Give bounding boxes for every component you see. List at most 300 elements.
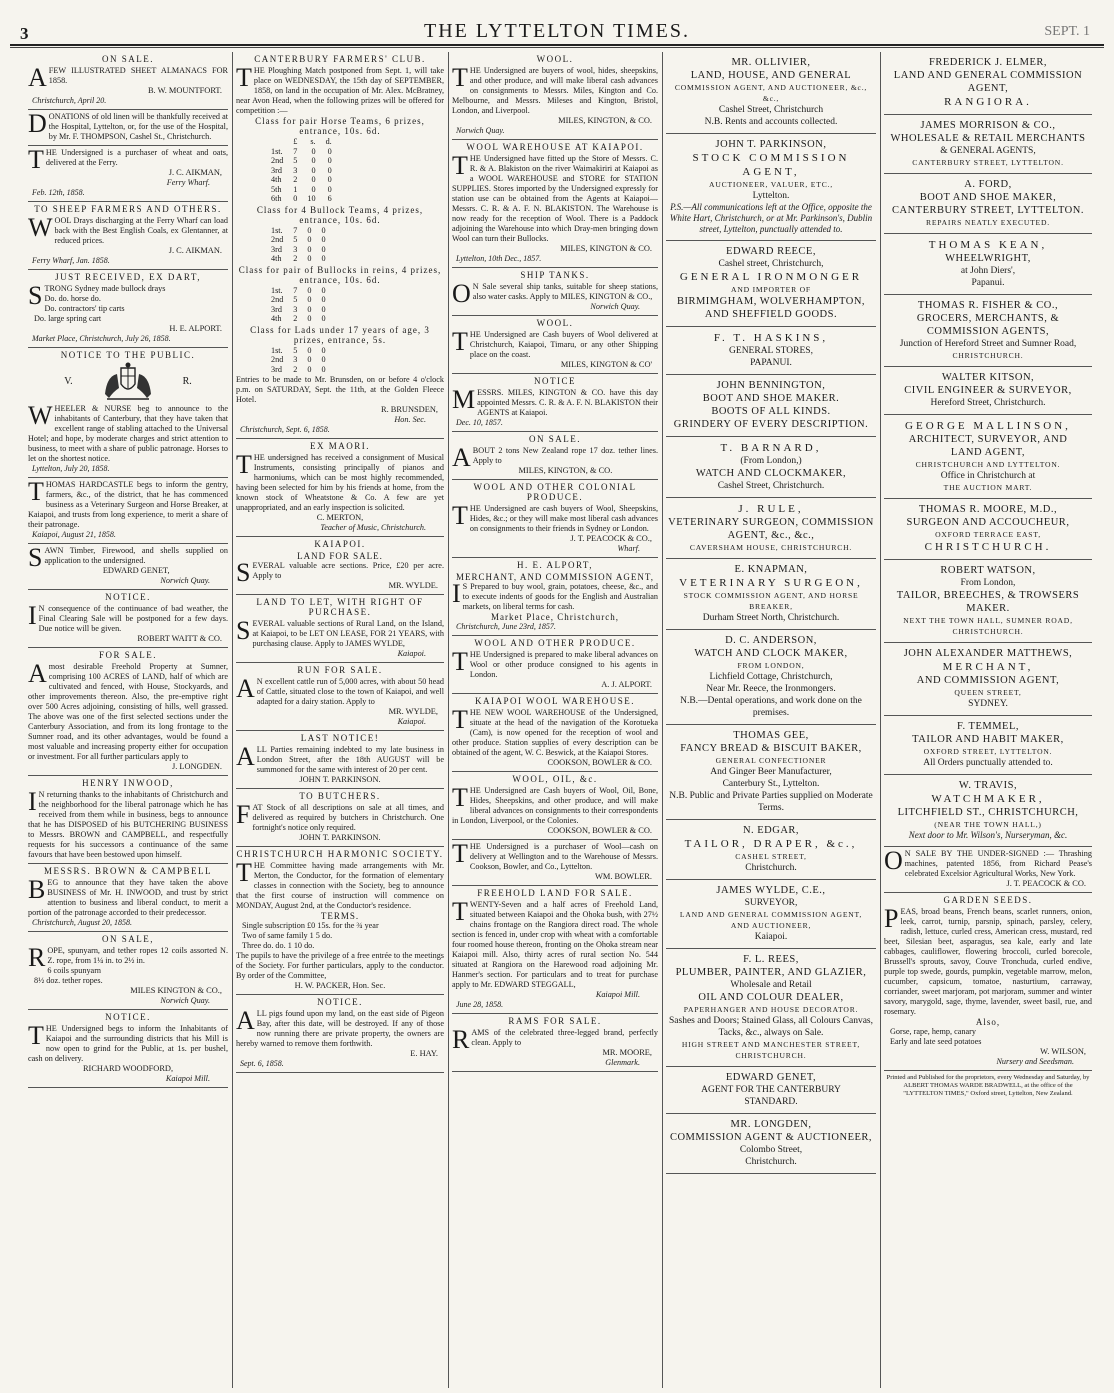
drop-capital: T	[28, 1021, 44, 1050]
business-card	[884, 367, 1092, 415]
card-line: LAND AND GENERAL COMMISSION AGENT,	[679, 910, 863, 919]
ad-line: Three do. do. 1 10 do.	[242, 941, 315, 950]
advertisement	[452, 374, 658, 432]
ad-dateline: Christchurch, August 20, 1858.	[32, 918, 133, 927]
business-card	[666, 1114, 876, 1174]
card-line: CHRISTCHURCH.	[924, 541, 1052, 553]
card-line: All Orders punctually attended to.	[923, 758, 1053, 768]
prize-cell: 5th	[271, 184, 282, 194]
business-card	[884, 560, 1092, 643]
ad-body	[236, 800, 444, 833]
drop-capital: T	[28, 145, 44, 174]
ad-subheading: Market Place, Christchurch,	[491, 612, 619, 622]
ad-signature: MILES KINGTON & CO.,	[130, 986, 222, 995]
card-line: REPAIRS NEATLY EXECUTED.	[926, 218, 1050, 227]
card-line: MERCHANT,	[942, 661, 1034, 673]
ad-text: ONATIONS of old linen will be thankfully received at the Hospital, Lyttelton, or, for the use of the Hospital, by Mr. F. THOMPSON, Cashel St., Christchurch.	[48, 112, 228, 141]
drop-capital: T	[28, 477, 44, 506]
ad-subheading: MERCHANT, AND COMMISSION AGENT,	[456, 572, 654, 582]
ad-body	[28, 213, 228, 246]
card-line: And Ginger Beer Manufacturer,	[710, 767, 832, 777]
ad-text: FEW ILLUSTRATED SHEET ALMANACS FOR 1858.	[48, 66, 228, 85]
ad-line: Do. do. horse do.	[44, 294, 101, 303]
ad-body	[452, 327, 658, 360]
ad-heading: CHRISTCHURCH HARMONIC SOCIETY.	[236, 849, 444, 859]
prize-cell: 0	[321, 314, 326, 323]
printer-imprint: Printed and Published for the proprietors, every Wednesday and Saturday, by ALBERT THOMAS WARDE BRADWELL, at the office of the "LYTTELTON TIMES," Oxford street, Lyttelton, New Zealand.	[886, 1074, 1090, 1097]
ad-body	[28, 401, 228, 464]
card-line: MR. LONGDEN,	[730, 1119, 812, 1130]
ad-text: HE Undersigned are buyers of wool, hides, sheepskins, and other produce, and will make liberal cash advances on consignments to Messrs. Miles, Kington and Co. Melbourne, and Messrs. Mileses and Kington, Bristol, London, and Liverpool.	[452, 66, 658, 115]
prize-cell: 0	[307, 285, 312, 295]
ad-text: The pupils to have the privilege of a free entrée to the meetings of the Society. For further particulars, apply to the conductor. By order of the Committee,	[236, 951, 444, 980]
card-line: N.B. Rents and accounts collected.	[704, 117, 838, 127]
prize-cell: 0	[311, 175, 316, 184]
card-line: WHOLESALE & RETAIL MERCHANTS	[890, 133, 1086, 144]
prize-header-cell	[266, 137, 288, 147]
card-line: GRINDERY OF EVERY DESCRIPTION.	[673, 419, 869, 430]
ad-text: HE Undersigned have fitted up the Store of Messrs. C. R. & A. Blakiston on the river Waimakiriri at Kaiapoi as a WOOL WAREHOUSE and STORE for STATION SUPPLIES. Stores imported by the Undersigned expressly for station use can be obtained from the Agents at Kaiapoi—Messrs. C. R. & A. F. N. BLAKISTON. The Warehouse is now ready for the reception of Wool. There is a Paddock adjoining the Warehouse into which Dray-men bringing down Wool can turn their Bullocks.	[452, 154, 658, 243]
ad-text: HE Ploughing Match postponed from Sept. 1, will take place on WEDNESDAY, the 15th day of SEPTEMBER, 1858, on land in the occupation of Mr. Alex. McBratney, near Avon Head, when the following prizes will be offered for competition :—	[236, 66, 444, 115]
prize-cell: 0	[321, 285, 326, 295]
drop-capital: I	[28, 787, 37, 816]
card-line: SURGEON AND ACCOUCHEUR,	[906, 517, 1070, 528]
card-line: at John Diers',	[960, 266, 1016, 276]
card-line: CAVERSHAM HOUSE, CHRISTCHURCH.	[689, 543, 853, 552]
business-card	[666, 498, 876, 559]
prize-cell: 5	[293, 156, 298, 165]
prize-cell: 2	[293, 314, 298, 323]
card-line: GENERAL IRONMONGER	[679, 271, 863, 283]
card-line: BIRMIMGHAM, WOLVERHAMPTON,	[676, 296, 866, 307]
business-card	[666, 1067, 876, 1114]
ad-signature: MR. MOORE,	[602, 1048, 652, 1057]
ad-text: OPE, spunyarn, and tether ropes 12 coils assorted N. Z. rope, from 1¼ in. to 2½ in.	[47, 946, 228, 965]
card-line: F. L. REES,	[743, 954, 799, 965]
ad-signature: J. T. PEACOCK & CO.	[1006, 879, 1086, 888]
ad-text: most desirable Freehold Property at Sumner, comprising 100 ACRES of LAND, half of which are cultivated and fenced, with House, Stockyards, and other improvements thereon. Also, the pre-emptive right over 500 Acres adjoining, consisting of hills, well grassed. The above was one of the first selected sections under the Canterbury Association, and from its long frontage to the Sumner road, and its other advantages, would be found a most valuable and increasing property either for occupation or investment. For all further particulars apply to	[28, 662, 228, 761]
column-5	[884, 52, 1092, 1388]
ad-signature-place: Kaiapoi Mill.	[595, 990, 640, 999]
drop-capital: I	[452, 579, 461, 608]
prize-cell: 0	[307, 304, 312, 314]
prize-cell: 0	[311, 165, 316, 175]
drop-capital: S	[236, 558, 251, 587]
ad-text: N consequence of the continuance of bad weather, the Final Clearing Sale will be postponed for a few days. Due notice will be given.	[38, 604, 228, 633]
ad-text: N returning thanks to the inhabitants of Christchurch and the neighborhood for the liberal patronage which he has received from them while in business, begs to announce that he has DISPOSED of his BUTCHERING BUSINESS to Messrs. BROWN and CAMPBELL, and respectfully requests for his successors a continuance of the same favours that have been bestowed upon himself.	[28, 790, 228, 859]
card-line: WHEELWRIGHT,	[945, 253, 1031, 264]
advertisement	[452, 636, 658, 694]
advertisement	[452, 558, 658, 636]
card-line: AND IMPORTER OF	[731, 285, 811, 294]
card-line: AGENT FOR THE CANTERBURY	[701, 1085, 841, 1095]
ad-heading: HENRY INWOOD,	[82, 778, 174, 788]
drop-capital: W	[28, 401, 53, 430]
column-4	[666, 52, 876, 1388]
drop-capital: I	[28, 601, 37, 630]
advertisement	[28, 776, 228, 864]
table-row	[266, 185, 337, 195]
business-card	[884, 643, 1092, 716]
advertisement	[236, 663, 444, 731]
ad-body	[452, 63, 658, 116]
ad-dateline: Christchurch, Sept. 6, 1858.	[240, 425, 330, 434]
ad-body	[452, 897, 658, 990]
business-card	[884, 295, 1092, 367]
ad-body	[28, 601, 228, 634]
prize-table	[266, 346, 331, 375]
ad-heading: WOOL AND OTHER PRODUCE.	[474, 638, 636, 648]
prize-cell: 0	[307, 345, 312, 355]
business-card	[666, 880, 876, 949]
ad-text: EVERAL valuable acre sections. Price, £20 per acre. Apply to	[252, 561, 444, 580]
masthead	[10, 18, 1104, 46]
drop-capital: T	[452, 839, 468, 868]
card-line: JOHN T. PARKINSON,	[715, 139, 827, 150]
ad-body	[452, 839, 658, 872]
card-line: LAND AGENT,	[950, 447, 1026, 458]
advertisement	[236, 847, 444, 995]
ad-heading: JUST RECEIVED, EX DART,	[55, 272, 201, 282]
column-2	[236, 52, 444, 1388]
ad-signature: C. MERTON,	[316, 513, 364, 522]
card-line: Cashel street, Christchurch,	[718, 259, 824, 269]
prize-table	[266, 286, 331, 324]
drop-capital: O	[884, 846, 903, 875]
ad-body	[884, 846, 1092, 879]
drop-capital: T	[452, 63, 468, 92]
table-row	[266, 245, 331, 255]
drop-capital: A	[28, 659, 47, 688]
advertisement	[28, 544, 228, 590]
prize-cell: 1	[293, 184, 298, 194]
prize-cell: 0	[327, 156, 332, 165]
ad-signature: MILES, KINGTON & CO.	[560, 244, 652, 253]
drop-capital: R	[28, 943, 46, 972]
prize-cell: 0	[293, 194, 298, 203]
prize-cell: 0	[311, 156, 316, 165]
advertisement	[452, 140, 658, 268]
advertisement	[452, 1014, 658, 1072]
drop-capital: T	[452, 897, 468, 926]
ad-signature: W. WILSON,	[1040, 1047, 1086, 1056]
ad-text: HE undersigned has received a consignment of Musical Instruments, consisting principally of pianos and harmoniums, which can be most highly recommended, having been selected for him by his friends at home, from the known stock of Wheatstone & Co. A few are yet unappropriated, and an early inspection is solicited.	[236, 453, 444, 512]
card-line: THOMAS R. MOORE, M.D.,	[918, 504, 1058, 515]
ad-text: EG to announce that they have taken the above BUSINESS of Mr. H. INWOOD, and trust by strict attention to business and liberal conduct, to merit a portion of the patronage accorded to their predecessor.	[28, 878, 228, 917]
drop-capital: S	[28, 543, 43, 572]
ad-signature-place: Teacher of Music, Christchurch.	[320, 523, 426, 532]
advertisement	[28, 202, 228, 270]
prize-cell: 7	[293, 146, 298, 156]
ad-signature: MILES, KINGTON & CO'	[560, 360, 652, 369]
card-line: Cashel Street, Christchurch	[718, 105, 824, 115]
card-line: RANGIORA.	[944, 96, 1032, 108]
ad-body	[452, 151, 658, 244]
advertisement	[452, 772, 658, 840]
drop-capital: D	[28, 109, 47, 138]
advertisement	[236, 439, 444, 537]
ad-text: Entries to be made to Mr. Brunsden, on or before 4 o'clock p.m. on SATURDAY, Sept. the 11th, at the Golden Fleece Hotel.	[236, 375, 444, 404]
prize-cell: 3rd	[271, 165, 282, 175]
prize-cell: 3rd	[271, 304, 282, 314]
business-card	[884, 174, 1092, 234]
ad-text: BOUT 2 tons New Zealand rope 17 doz. tether lines. Apply to	[472, 446, 658, 465]
drop-capital: T	[452, 327, 468, 356]
advertisement	[236, 52, 444, 439]
ad-dateline: Kaiapoi, August 21, 1858.	[32, 530, 116, 539]
ad-body	[28, 875, 228, 918]
prize-cell: 3	[293, 355, 298, 364]
prize-cell: 0	[307, 235, 312, 244]
card-line: THOMAS R. FISHER & CO.,	[917, 300, 1059, 311]
prize-cell: 3rd	[271, 244, 282, 254]
advertisement	[28, 52, 228, 110]
ad-signature: A. J. ALPORT.	[601, 680, 652, 689]
business-card	[666, 559, 876, 630]
card-line: Junction of Hereford Street and Sumner Road,	[899, 339, 1077, 349]
card-line: Lyttelton.	[752, 191, 790, 201]
ad-text: HE Committee having made arrangements with Mr. Merton, the Conductor, for the formation of elementary classes in connection with the Society, beg to announce that the first course of instruction will commence on MONDAY, August 2nd, at the Conductor's residence.	[236, 861, 444, 910]
prize-cell: 2	[293, 364, 298, 374]
ad-heading: FOR SALE.	[98, 650, 157, 660]
table-row	[266, 355, 331, 365]
prize-cell: 2nd	[271, 156, 284, 165]
ad-signature: ROBERT WAITT & CO.	[137, 634, 222, 643]
prize-cell: 0	[321, 295, 326, 304]
drop-capital: A	[236, 742, 255, 771]
card-line: BOOT AND SHOE MAKER,	[919, 192, 1057, 203]
advertisement	[28, 932, 228, 1010]
card-line: TAILOR AND HABIT MAKER,	[912, 734, 1064, 745]
ad-line: Do. contractors' tip carts	[44, 304, 125, 313]
ad-dateline: June 28, 1858.	[456, 1000, 504, 1009]
ad-text: WENTY-Seven and a half acres of Freehold Land, situated between Kaiapoi and the Ohoka bush, with 27½ chains frontage on the Rangiora direct road. The whole section is fenced in, under crop with wheat with a comfortable four roomed house thereon, fronting on the Ohoka stream near Kaiapoi mill. Also, thirty acres of rural section No. 544 situated at Rangiora on the Harewood road adjoining Mr. Hanmer's section. For particulars and to treat for purchase apply to Mr. EDWARD STEGGALL,	[452, 900, 658, 989]
ad-signature-place: Nursery and Seedsman.	[996, 1057, 1074, 1066]
issue-date: SEPT. 1	[1044, 24, 1090, 39]
prize-cell: 5	[293, 235, 298, 244]
card-line: TAILOR, BREECHES, & TROWSERS MAKER.	[896, 590, 1080, 614]
prize-table	[266, 137, 337, 204]
ad-heading: NOTICE.	[317, 997, 363, 1007]
ad-heading: LAND TO LET, WITH RIGHT OF PURCHASE.	[256, 597, 424, 617]
card-line: TAILOR, DRAPER, &c.,	[684, 838, 858, 850]
prize-cell: 0	[307, 225, 312, 235]
ad-line: Do. large spring cart	[34, 314, 102, 323]
ad-heading: FREEHOLD LAND FOR SALE.	[477, 888, 633, 898]
drop-capital: A	[236, 674, 255, 703]
card-line: CHRISTCHURCH AND LYTTELTON.	[915, 460, 1061, 469]
ad-text: AWN Timber, Firewood, and shells supplied on application to the undersigned.	[44, 546, 228, 565]
card-line: F. T. HASKINS,	[713, 332, 829, 344]
ad-body	[884, 904, 1092, 1017]
drop-capital: T	[452, 151, 468, 180]
ad-body	[236, 858, 444, 911]
prize-cell: 0	[321, 345, 326, 355]
prize-cell: 4th	[271, 254, 282, 263]
ad-dateline: Feb. 12th, 1858.	[32, 188, 85, 197]
card-line: Christchurch.	[745, 1157, 797, 1167]
prize-header-cell: £	[293, 137, 298, 146]
prize-cell: 0	[327, 175, 332, 184]
ad-text: LL Parties remaining indebted to my late business in London Street, after the 18th AUGUST will be summoned for the same with interest of 20 per cent.	[256, 745, 444, 774]
card-line: COMMISSION AGENT & AUCTIONEER,	[669, 1132, 873, 1143]
ad-heading: NOTICE TO THE PUBLIC.	[60, 350, 196, 360]
ad-heading: EX MAORI.	[310, 441, 370, 451]
card-line: W. TRAVIS,	[958, 780, 1018, 791]
advertisement	[452, 886, 658, 1014]
advertisement	[452, 432, 658, 480]
prize-cell: 2nd	[271, 355, 284, 364]
card-line: T. BARNARD,	[720, 442, 822, 454]
ad-text: AT Stock of all descriptions on sale at all times, and delivered as required by butchers in Christchurch. One fortnight's notice only required.	[252, 803, 444, 832]
ad-signature: JOHN T. PARKINSON.	[299, 833, 381, 842]
prize-cell: 7	[293, 285, 298, 295]
prize-class-caption: Class for pair of Bullocks in reins, 4 prizes, entrance, 10s. 6d.	[238, 264, 442, 285]
card-line: Colombo Street,	[739, 1145, 803, 1155]
ad-text: HE Undersigned is a purchaser of wheat and oats, delivered at the Ferry.	[45, 148, 228, 167]
ad-text: AMS of the celebrated three-legged brand, perfectly clean. Apply to	[471, 1028, 658, 1047]
ad-heading: KAIAPOI WOOL WAREHOUSE.	[474, 696, 636, 706]
advertisement	[28, 110, 228, 146]
prize-class-caption: Class for Lads under 17 years of age, 3 prizes, entrance, 5s.	[250, 324, 430, 345]
ad-signature: JOHN T. PARKINSON.	[299, 775, 381, 784]
prize-class-caption: Class for 4 Bullock Teams, 4 prizes, entrance, 10s. 6d.	[256, 204, 424, 225]
card-line: P.S.—All communications left at the Office, opposite the White Hart, Christchurch, or at Mr. Parkinson's, Dublin street, Lyttelton, punctually attended to.	[669, 202, 873, 234]
card-line: (From London,)	[740, 456, 802, 466]
ad-heading: H. E. ALPORT,	[516, 560, 594, 570]
ad-signature: H. W. PACKER, Hon. Sec.	[294, 981, 386, 990]
card-line: THOMAS GEE,	[733, 730, 809, 741]
ad-subheading: TERMS.	[320, 911, 360, 921]
card-line: Papanui.	[971, 278, 1005, 288]
drop-capital: S	[236, 616, 251, 645]
drop-capital: T	[452, 705, 468, 734]
prize-cell: 2nd	[271, 295, 284, 304]
ad-dateline: Lyttelton, 10th Dec., 1857.	[456, 254, 542, 263]
table-row	[266, 235, 331, 245]
ad-dateline: Christchurch, April 20.	[32, 96, 107, 105]
table-row	[266, 175, 337, 185]
ad-heading: ON SALE,	[102, 934, 154, 944]
prize-class-caption: Class for pair Horse Teams, 6 prizes, entrance, 10s. 6d.	[255, 116, 425, 136]
prize-cell: 0	[307, 244, 312, 254]
ad-signature: J. C. AIKMAN.	[168, 246, 222, 255]
ad-text: HE Undersigned is prepared to make liberal advances on Wool or other produce consigned to his agents in London.	[469, 650, 658, 679]
advertisement	[452, 316, 658, 374]
drop-capital: T	[452, 783, 468, 812]
prize-cell: 6th	[271, 194, 282, 203]
card-line: GENERAL CONFECTIONER	[715, 756, 827, 765]
ad-text: LL pigs found upon my land, on the east side of Pigeon Bay, after this date, will be destroyed. If any of those now running there are private property, the owners are hereby warned to remove them forthwith.	[236, 1009, 444, 1048]
prize-cell: 0	[321, 225, 326, 235]
card-line: & GENERAL AGENTS,	[940, 146, 1036, 156]
drop-capital: T	[236, 858, 252, 887]
ad-body	[28, 659, 228, 762]
ad-text: N Sale several ship tanks, suitable for sheep stations, also water casks. Apply to MILES, KINGTON & CO.,	[472, 282, 658, 301]
card-line: CASHEL STREET,	[735, 852, 807, 861]
business-card	[666, 820, 876, 880]
card-line: CANTERBURY STREET, LYTTELTON.	[912, 158, 1064, 167]
ad-body	[236, 63, 444, 116]
drop-capital: A	[28, 63, 47, 92]
advertisement	[28, 1010, 228, 1088]
prize-cell: 1st.	[271, 225, 283, 235]
drop-capital: A	[236, 1006, 255, 1035]
card-line: WATCHMAKER,	[931, 793, 1045, 805]
card-line: Cashel Street, Christchurch.	[717, 481, 825, 491]
business-card	[666, 241, 876, 327]
advertisement	[884, 893, 1092, 1071]
prize-cell: 0	[327, 165, 332, 175]
card-line: Lichfield Cottage, Christchurch,	[709, 672, 833, 682]
card-line: From London,	[960, 578, 1016, 588]
advertisement	[236, 731, 444, 789]
ad-text: N SALE BY THE UNDER-SIGNED :— Thrashing machines, patented 1856, from Richard Pease's celebrated Excelsior Agricultural Works, New York.	[904, 849, 1092, 878]
card-line: N. EDGAR,	[742, 825, 800, 836]
advertisement	[28, 348, 228, 478]
column-divider	[880, 52, 881, 1388]
drop-capital: T	[452, 501, 468, 530]
card-line: Hereford Street, Christchurch.	[930, 398, 1046, 408]
card-line: VETERINARY SURGEON, COMMISSION	[668, 517, 874, 528]
card-line: AND AUCTIONEER,	[730, 921, 812, 930]
card-line: PAPANUI.	[750, 358, 792, 368]
prize-cell: 0	[327, 184, 332, 194]
ad-text: HE Undersigned are Cash buyers of Wool delivered at Christchurch, Kaiapoi, Timaru, or any other Shipping place on the coast.	[469, 330, 658, 359]
card-line: N.B.—Dental operations, and work done on the premises.	[680, 696, 862, 718]
ad-signature-place: Kaiapoi.	[397, 649, 426, 658]
ad-dateline: Norwich Quay.	[456, 126, 505, 135]
drop-capital: A	[452, 443, 471, 472]
ad-body	[236, 450, 444, 513]
card-line: F. TEMMEL,	[956, 721, 1019, 732]
prize-cell: 10	[307, 194, 316, 203]
drop-capital: R	[452, 1025, 470, 1054]
prize-cell: 0	[307, 254, 312, 263]
card-line: AND SHEFFIELD GOODS.	[704, 309, 838, 320]
ad-dateline: Lyttelton, July 20, 1858.	[32, 464, 110, 473]
ad-signature: R. BRUNSDEN,	[380, 405, 438, 414]
ad-line: 6 coils spunyarn	[47, 966, 102, 975]
card-line: PLUMBER, PAINTER, AND GLAZIER,	[675, 967, 867, 978]
drop-capital: M	[452, 385, 476, 414]
ad-text: HEELER & NURSE beg to announce to the inhabitants of Canterbury, that they have taken that excellent range of stabling attached to the Universal Hotel; and hope, by moderate charges and strict attention to business, to meet with a share of public patronage. Horses to let on the shortest notice.	[28, 404, 228, 463]
drop-capital: T	[236, 450, 252, 479]
advertisement	[28, 648, 228, 776]
card-line: NEXT THE TOWN HALL, SUMNER ROAD,	[903, 616, 1073, 625]
ad-signature: MR. WYLDE,	[388, 707, 438, 716]
prize-cell: 2	[293, 175, 298, 184]
ad-text: HE Undersigned are Cash buyers of Wool, Oil, Bone, Hides, Sheepskins, and other produce, and will make liberal advances on consignments to their correspondents in London, Liverpool, or the Colonies.	[452, 786, 658, 825]
card-line: COMMISSION AGENT, AND AUCTIONEER, &c., &c.,	[674, 83, 868, 103]
business-card	[884, 52, 1092, 115]
advertisement	[452, 840, 658, 886]
card-line: JOHN ALEXANDER MATTHEWS,	[903, 648, 1073, 659]
card-line: SYDNEY.	[968, 699, 1008, 709]
table-row	[266, 156, 337, 166]
prize-cell: 4th	[271, 175, 282, 184]
ad-line: Single subscription £0 15s. for the ¾ year	[242, 921, 379, 930]
prize-cell: 0	[321, 364, 326, 374]
card-line: OXFORD TERRACE EAST,	[935, 530, 1041, 539]
ad-signature: J. T. PEACOCK & CO.,	[570, 534, 652, 543]
ad-heading: TO SHEEP FARMERS AND OTHERS.	[34, 204, 222, 214]
ad-signature-place: Kaiapoi.	[397, 717, 426, 726]
card-line: FROM LONDON,	[737, 661, 805, 670]
ad-dateline: Market Place, Christchurch, July 26, 1858.	[32, 334, 171, 343]
prize-cell: 3rd	[271, 364, 282, 374]
card-line: STOCK COMMISSION AGENT,	[692, 152, 850, 178]
